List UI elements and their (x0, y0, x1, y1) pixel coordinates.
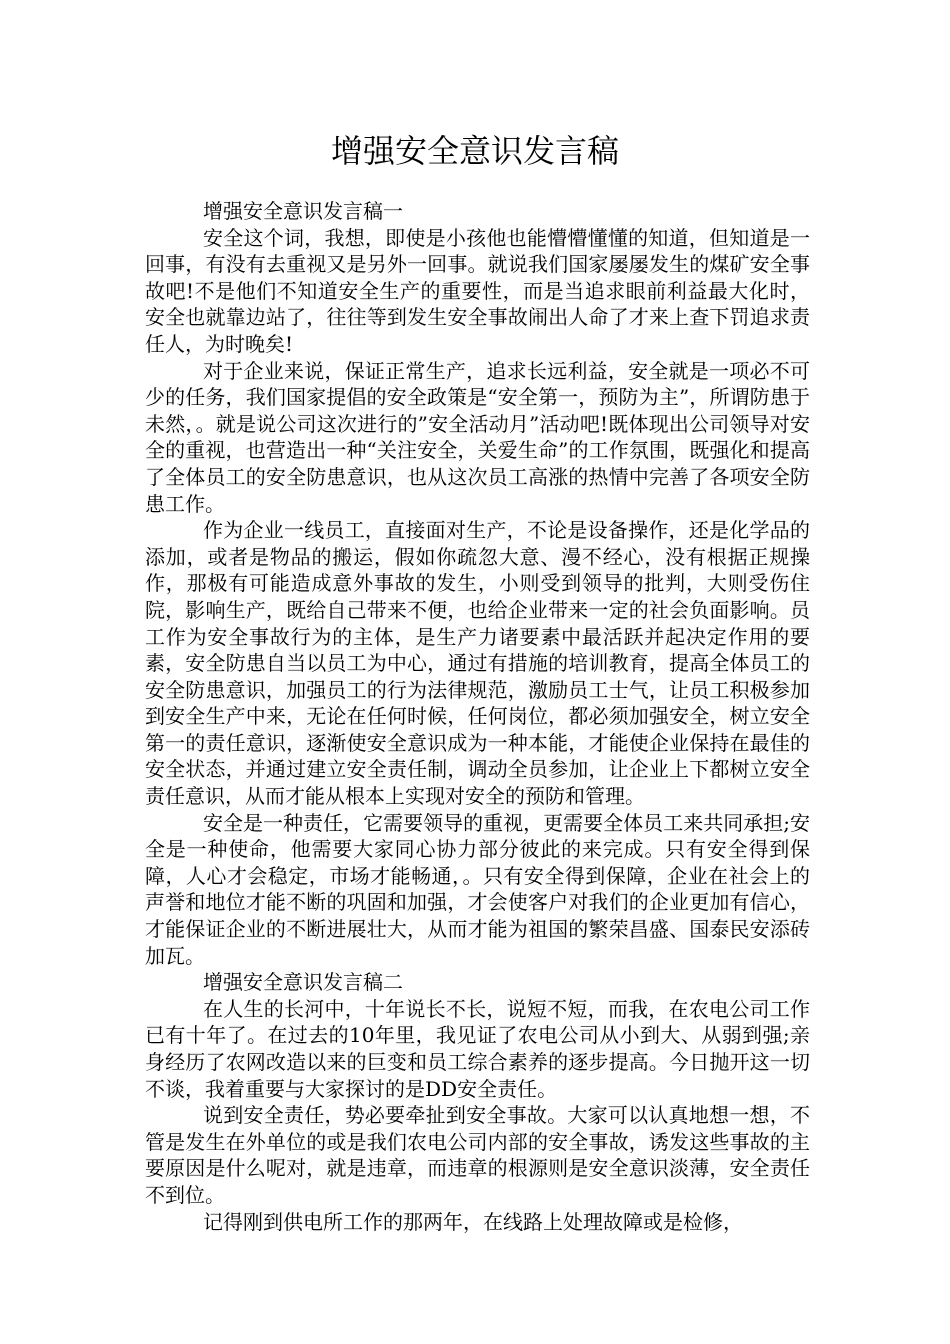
document-body (145, 198, 810, 1235)
section-heading-2: 增强安全意识发言稿二 (203, 970, 403, 995)
paragraph: 在人生的长河中，十年说长不长，说短不短，而我，在农电公司工作已有十年了。在过去的10年里，我见证了农电公司从小到大、从弱到强;亲身经历了农网改造以来的巨变和员工综合素养的逐步提高。今日抛开这一切不谈，我着重要与大家探讨的是DD安全责任。 (145, 996, 810, 1101)
document-title: 增强安全意识发言稿 (330, 132, 619, 170)
section-heading-1: 增强安全意识发言稿一 (203, 199, 403, 223)
paragraph: 对于企业来说，保证正常生产，追求长远利益，安全就是一项必不可少的任务，我们国家提倡的安全政策是“安全第一，预防为主”，所谓防患于未然，。就是说公司这次进行的”安全活动月”活动吧!既体现出公司领导对安全的重视，也营造出一种“关注安全，关爱生命”的工作氛围，既强化和提高了全体员工的安全防患意识，也从这次员工高涨的热情中完善了各项安全防患工作。 (145, 358, 810, 516)
paragraph: 作为企业一线员工，直接面对生产，不论是设备操作，还是化学品的添加，或者是物品的搬运，假如你疏忽大意、漫不经心，没有根据正规操作，那极有可能造成意外事故的发生，小则受到领导的批判，大则受伤住院，影响生产，既给自己带来不便，也给企业带来一定的社会负面影响。员工作为安全事故行为的主体，是生产力诸要素中最活跃并起决定作用的要素，安全防患自当以员工为中心，通过有措施的培训教育，提高全体员工的安全防患意识，加强员工的行为法律规范，激励员工士气，让员工积极参加到安全生产中来，无论在任何时候，任何岗位，都必须加强安全，树立安全第一的责任意识，逐渐使安全意识成为一种本能，才能使企业保持在最佳的安全状态，并通过建立安全责任制，调动全员参加，让企业上下都树立安全责任意识，从而才能从根本上实现对安全的预防和管理。 (145, 518, 810, 809)
paragraph: 安全是一种责任，它需要领导的重视，更需要全体员工来共同承担;安全是一种使命，他需要大家同心协力部分彼此的来完成。只有安全得到保障，人心才会稳定，市场才能畅通，。只有安全得到保障，企业在社会上的声誉和地位才能不断的巩固和加强，才会使客户对我们的企业更加有信心，才能保证企业的不断进展壮大，从而才能为祖国的繁荣昌盛、国泰民安添砖加瓦。 (145, 810, 810, 968)
paragraph: 安全这个词，我想，即使是小孩他也能懵懵懂懂的知道，但知道是一回事，有没有去重视又是另外一回事。就说我们国家屡屡发生的煤矿安全事故吧!不是他们不知道安全生产的重要性，而是当追求眼前利益最大化时，安全也就靠边站了，往往等到发生安全事故闹出人命了才来上查下罚追求责任人，为时晚矣! (145, 225, 810, 356)
paragraph: 说到安全责任，势必要牵扯到安全事故。大家可以认真地想一想，不管是发生在外单位的或是我们农电公司内部的安全事故，诱发这些事故的主要原因是什么呢对，就是违章，而违章的根源则是安全意识淡薄，安全责任不到位。 (145, 1103, 810, 1207)
paragraph: 记得刚到供电所工作的那两年，在线路上处理故障或是检修， (203, 1209, 743, 1234)
